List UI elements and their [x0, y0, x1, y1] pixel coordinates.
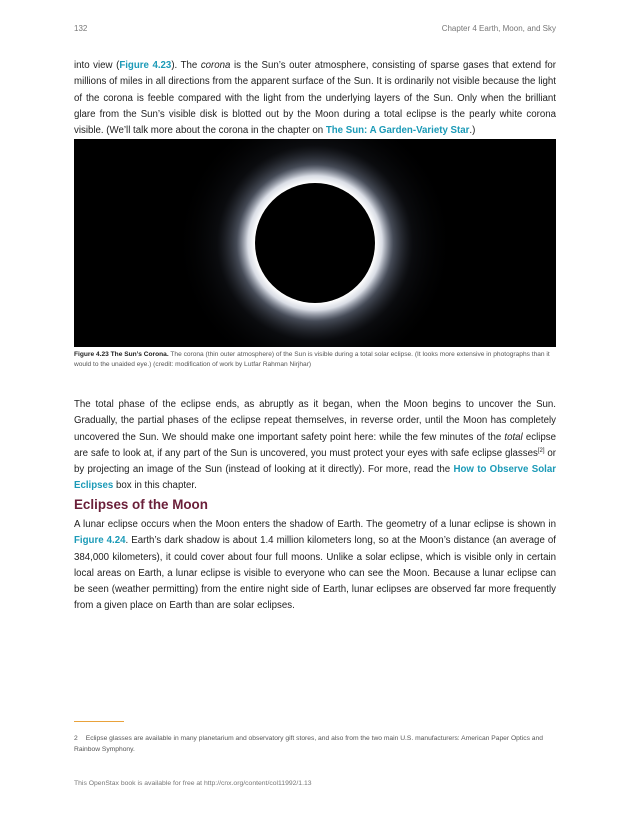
sun-chapter-link[interactable]: The Sun: A Garden-Variety Star [325, 125, 470, 137]
corona-term: corona [200, 60, 231, 71]
paragraph-corona: into view (Figure 4.23). The corona is the Sun’s outer atmosphere, consisting of sparse gases that extend for millions of miles in all directions from the apparent surface of the Sun. It is ordinarily not visible because the light of the corona is feeble compared with the light from the underlying layers of the Sun. Only when the brilliant glare from the Sun’s visible disk is blotted out by the Moon during a total eclipse is the pearly white corona visible. (We’ll talk more about the corona in the chapter on The Sun: A Garden-Variety Star.) [74, 60, 556, 137]
footnote-divider [74, 721, 124, 722]
page-footer: This OpenStax book is available for free at http://cnx.org/content/col11992/1.13 [74, 780, 312, 787]
eclipse-image [74, 139, 556, 347]
figure-4-23-link[interactable]: Figure 4.23 [119, 60, 172, 71]
chapter-title: Chapter 4 Earth, Moon, and Sky [441, 24, 556, 33]
page-number: 132 [74, 24, 88, 33]
moon-disk [255, 183, 375, 303]
footnote [74, 734, 556, 755]
corona-photo [74, 139, 556, 347]
page-header [74, 24, 556, 33]
footnote-text: Eclipse glasses are available in many planetarium and observatory gift stores, and also from the two main U.S. manufacturers: American Paper Optics and Rainbow Symphony. [74, 735, 543, 753]
figure-caption [74, 350, 556, 369]
caption-title: Figure 4.23 The Sun’s Corona. [74, 351, 169, 358]
total-term: total [504, 431, 523, 443]
section-title: Eclipses of the Moon [74, 497, 208, 512]
paragraph-lunar-eclipse: A lunar eclipse occurs when the Moon enters the shadow of Earth. The geometry of a lunar eclipse is shown in Figure 4.24. Earth’s dark shadow is about 1.4 million kilometers long, so at the Moon’s distance (an average of 384,000 kilometers), it could cover about four full moons. Unlike a solar eclipse, which is visible only in certain local areas on Earth, a lunar eclipse is visible to everyone who can see the Moon. Because a lunar eclipse can be seen (weather permitting) from the entire night side of Earth, lunar eclipses are observed far more frequently from a given place on Earth than are solar eclipses. [74, 519, 556, 612]
caption-text: The corona (thin outer atmosphere) of the Sun is visible during a total solar eclipse. (It looks more extensive in photographs than it would to the unaided eye.) (credit: modification of work by Lutfar Rahman Nirjhar) [74, 351, 550, 368]
observe-eclipses-link[interactable]: How to Observe Solar Eclipses [74, 464, 556, 492]
figure-4-24-link[interactable]: Figure 4.24 [74, 535, 126, 547]
footnote-ref[interactable]: [2] [537, 447, 545, 454]
footnote-number: 2 [74, 735, 78, 742]
paragraph-eclipse-end: The total phase of the eclipse ends, as abruptly as it began, when the Moon begins to uncover the Sun. Gradually, the partial phases of the eclipse repeat themselves, in reverse order, until the Moon has completely uncovered the Sun. We should make one important safety point here: while the few minutes of the total eclipse are safe to look at, if any part of the Sun is uncovered, you must protect your eyes with safe eclipse glasses[2] or by projecting an image of the Sun (instead of looking at it directly). For more, read the How to Observe Solar Eclipses box in this chapter. [74, 399, 556, 492]
